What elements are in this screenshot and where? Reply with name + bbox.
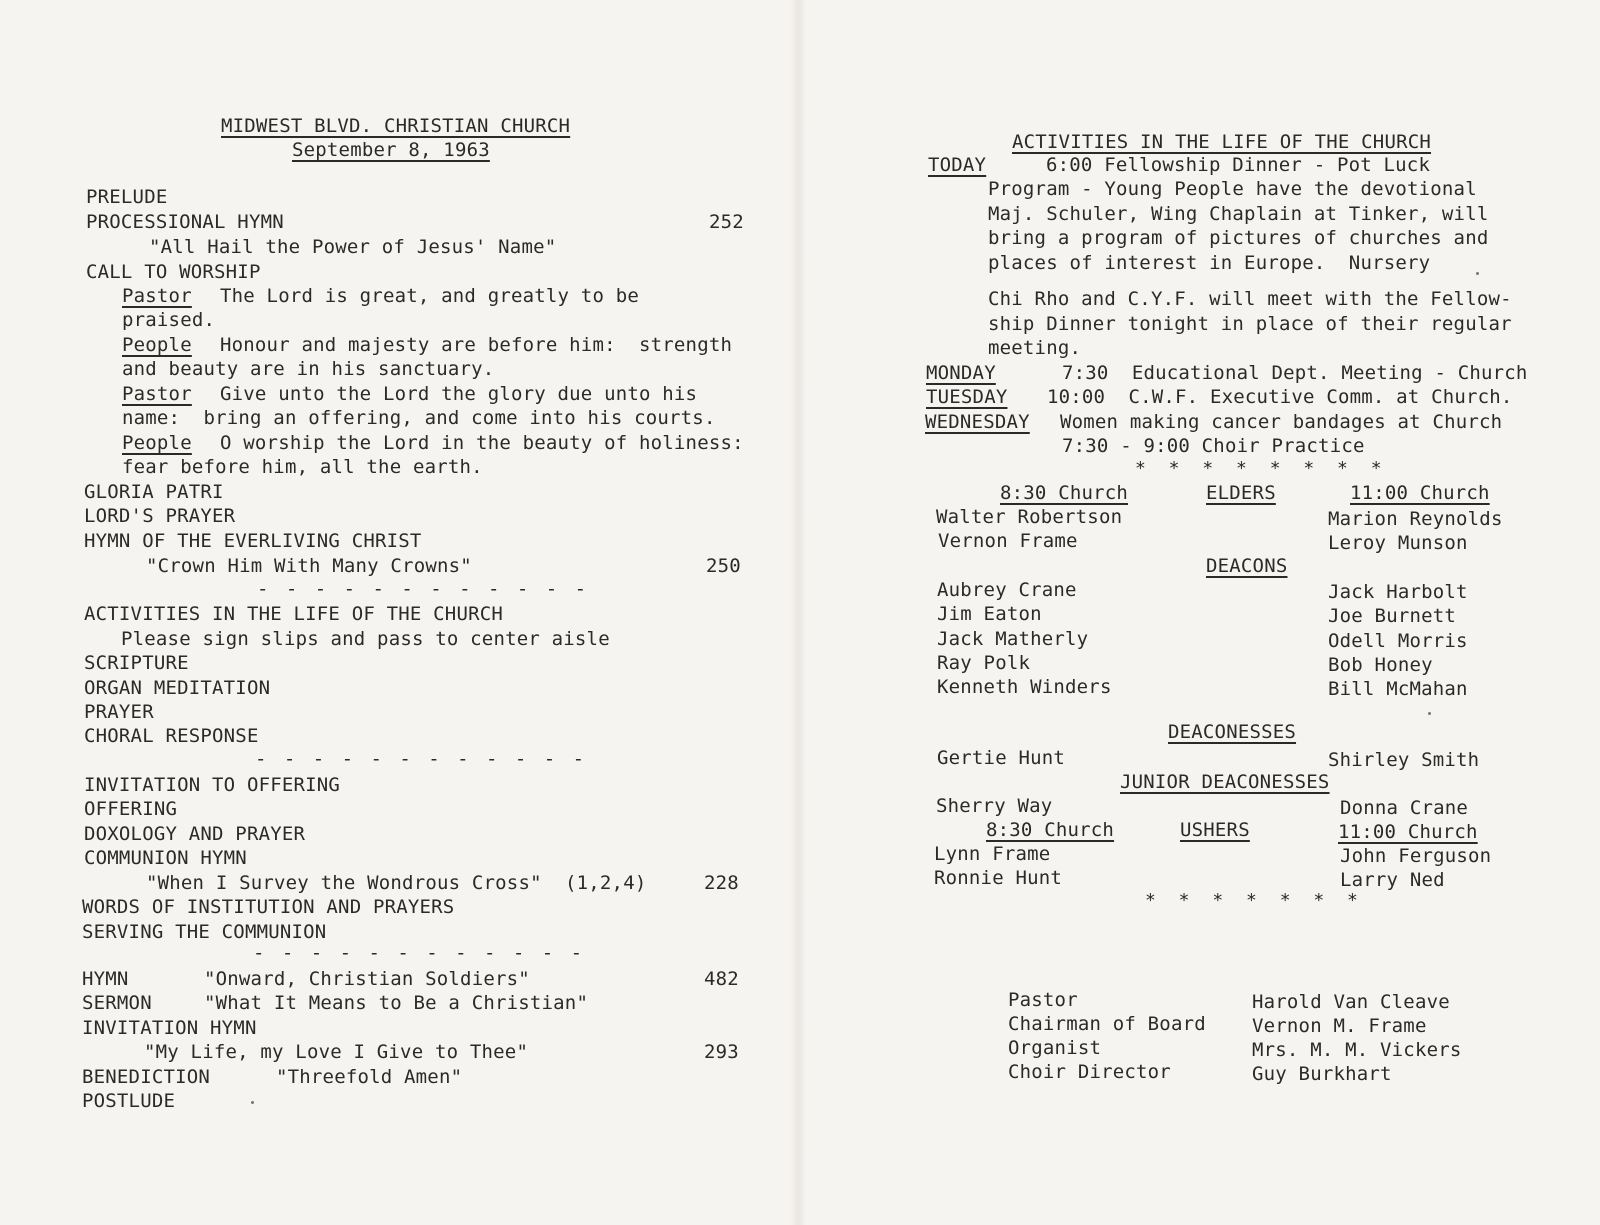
words-of-institution: WORDS OF INSTITUTION AND PRAYERS [82,896,455,918]
paper-speck [1476,272,1479,275]
invitation-hymn: INVITATION HYMN [82,1017,257,1039]
activities-right-heading: ACTIVITIES IN THE LIFE OF THE CHURCH [1012,131,1432,153]
gloria-patri: GLORIA PATRI [84,481,224,503]
organ-meditation: ORGAN MEDITATION [84,677,271,699]
serving-communion: SERVING THE COMMUNION [82,921,327,943]
activities-heading: ACTIVITIES IN THE LIFE OF THE CHURCH [84,603,504,625]
wednesday-text: 7:30 - 9:00 Choir Practice [1062,435,1365,457]
invitation-hymn-number: 293 [704,1041,739,1063]
staff-name: Mrs. M. M. Vickers [1252,1039,1462,1061]
service-date: September 8, 1963 [292,139,490,161]
processional-hymn-title: "All Hail the Power of Jesus' Name" [149,236,557,258]
hymn-label: HYMN [82,968,129,990]
prayer: PRAYER [84,701,154,723]
deacons-header: DEACONS [1206,555,1288,577]
today-line: 6:00 Fellowship Dinner - Pot Luck [1046,154,1431,176]
scripture: SCRIPTURE [84,652,189,674]
processional-hymn-number: 252 [709,211,744,233]
communion-hymn-title: "When I Survey the Wondrous Cross" (1,2,4) [146,872,647,894]
responsive-line: The Lord is great, and greatly to be [220,285,640,307]
staff-name: Guy Burkhart [1252,1063,1392,1085]
late-service-header: 11:00 Church [1350,482,1490,504]
deacon-name: Aubrey Crane [937,579,1077,601]
ushers-header: USHERS [1180,819,1250,841]
deacon-name: Joe Burnett [1328,605,1457,627]
communion-hymn-number: 228 [704,872,739,894]
responsive-line: name: bring an offering, and come into his courts. [122,407,716,429]
prelude: PRELUDE [86,186,168,208]
church-name: MIDWEST BLVD. CHRISTIAN CHURCH [221,115,571,137]
responsive-line: Honour and majesty are before him: strength [220,334,733,356]
staff-name: Harold Van Cleave [1252,991,1450,1013]
staff-name: Vernon M. Frame [1252,1015,1427,1037]
deaconess-name: Shirley Smith [1328,749,1480,771]
chirho-line: Chi Rho and C.Y.F. will meet with the Fellow- [988,288,1512,310]
chirho-line: ship Dinner tonight in place of their regular [988,313,1512,335]
early-service-header: 8:30 Church [1000,482,1129,504]
benediction-label: BENEDICTION [82,1066,211,1088]
usher-name: Lynn Frame [934,843,1051,865]
tuesday-label: TUESDAY [926,386,1008,408]
separator-dashes: - - - - - - - - - - - - [255,748,588,770]
usher-name: Larry Ned [1340,869,1445,891]
hymn-everliving-title: "Crown Him With Many Crowns" [146,555,472,577]
responsive-line: praised. [122,309,216,331]
responsive-speaker: People [122,334,192,356]
responsive-line: O worship the Lord in the beauty of holiness: [220,432,744,454]
invitation-to-offering: INVITATION TO OFFERING [84,774,341,796]
responsive-speaker: Pastor [122,383,192,405]
deacon-name: Bob Honey [1328,654,1433,676]
deacon-name: Odell Morris [1328,630,1468,652]
wednesday-text: Women making cancer bandages at Church [1060,411,1503,433]
elder-name: Vernon Frame [938,530,1078,552]
hymn-everliving-number: 250 [706,555,741,577]
ushers-late-header: 11:00 Church [1338,821,1478,843]
staff-role: Organist [1008,1037,1102,1059]
usher-name: John Ferguson [1340,845,1492,867]
benediction-title: "Threefold Amen" [276,1066,463,1088]
processional-hymn: PROCESSIONAL HYMN [86,211,284,233]
elder-name: Leroy Munson [1328,532,1468,554]
elders-header: ELDERS [1206,482,1276,504]
choral-response: CHORAL RESPONSE [84,725,259,747]
staff-role: Pastor [1008,989,1078,1011]
today-line: places of interest in Europe. Nursery [988,252,1431,274]
doxology: DOXOLOGY AND PRAYER [84,823,306,845]
hymn-number: 482 [704,968,739,990]
star-divider: * * * * * * * * [1135,458,1388,479]
invitation-hymn-title: "My Life, my Love I Give to Thee" [144,1041,529,1063]
responsive-line: fear before him, all the earth. [122,456,483,478]
hymn-everliving: HYMN OF THE EVERLIVING CHRIST [84,530,422,552]
staff-role: Choir Director [1008,1061,1171,1083]
monday-label: MONDAY [926,362,996,384]
call-to-worship: CALL TO WORSHIP [86,261,261,283]
paper-speck [1428,712,1431,715]
deaconess-name: Gertie Hunt [937,747,1066,769]
lords-prayer: LORD'S PRAYER [84,505,236,527]
responsive-line: and beauty are in his sanctuary. [122,358,495,380]
sermon-label: SERMON [82,992,152,1014]
junior-deaconesses-header: JUNIOR DEACONESSES [1120,771,1330,793]
separator-dashes: - - - - - - - - - - - - [257,578,590,600]
wednesday-label: WEDNESDAY [925,411,1030,433]
sermon-title: "What It Means to Be a Christian" [204,992,589,1014]
staff-role: Chairman of Board [1008,1013,1206,1035]
offering: OFFERING [84,798,178,820]
hymn-title: "Onward, Christian Soldiers" [204,968,530,990]
ushers-early-header: 8:30 Church [986,819,1115,841]
monday-text: 7:30 Educational Dept. Meeting - Church [1062,362,1528,384]
activities-note: Please sign slips and pass to center aisle [121,628,610,650]
chirho-line: meeting. [988,337,1082,359]
today-line: bring a program of pictures of churches and [988,227,1489,249]
today-line: Maj. Schuler, Wing Chaplain at Tinker, will [988,203,1489,225]
deacon-name: Bill McMahan [1328,678,1468,700]
responsive-speaker: People [122,432,192,454]
deacon-name: Jim Eaton [937,603,1042,625]
deacon-name: Jack Matherly [937,628,1089,650]
deacon-name: Ray Polk [937,652,1031,674]
tuesday-text: 10:00 C.W.F. Executive Comm. at Church. [1047,386,1513,408]
star-divider: * * * * * * * [1145,890,1364,911]
deacon-name: Jack Harbolt [1328,581,1468,603]
junior-deaconess-name: Donna Crane [1340,797,1469,819]
responsive-speaker: Pastor [122,285,192,307]
deaconesses-header: DEACONESSES [1168,721,1297,743]
separator-dashes: - - - - - - - - - - - - [253,942,586,964]
elder-name: Walter Robertson [936,506,1123,528]
today-line: Program - Young People have the devotional [988,178,1477,200]
usher-name: Ronnie Hunt [934,867,1063,889]
communion-hymn: COMMUNION HYMN [84,847,247,869]
paper-speck [251,1101,254,1104]
elder-name: Marion Reynolds [1328,508,1503,530]
today-label: TODAY [928,154,987,176]
postlude: POSTLUDE [82,1090,176,1112]
responsive-line: Give unto the Lord the glory due unto his [220,383,698,405]
deacon-name: Kenneth Winders [937,676,1112,698]
junior-deaconess-name: Sherry Way [936,795,1053,817]
